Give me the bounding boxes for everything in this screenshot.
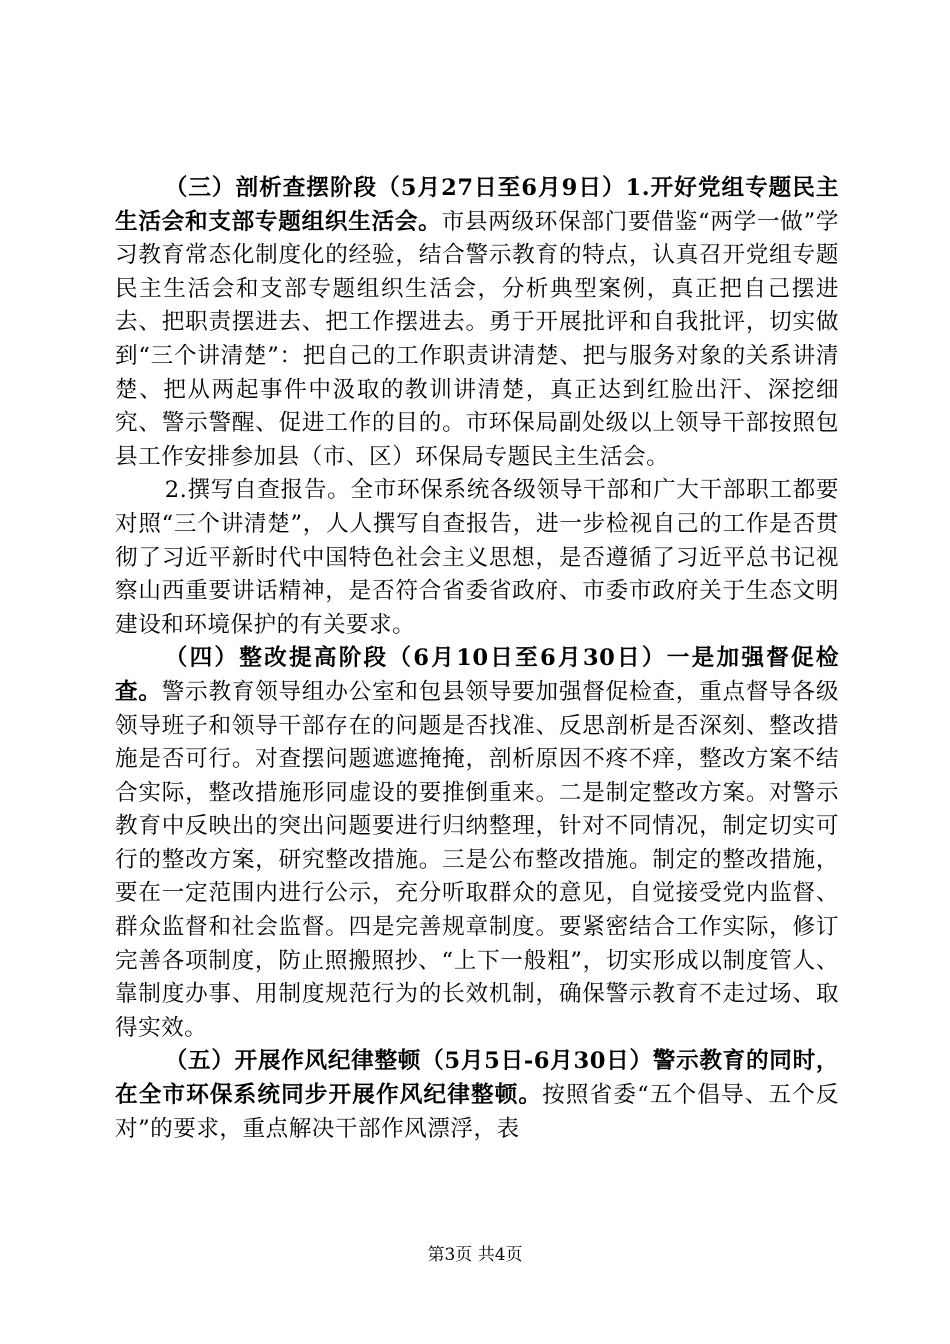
paragraph-stage-five — [115, 1045, 839, 1146]
paragraph-heading: （五）开展作风纪律整顿（5月5日-6月30日）警示教育的同时，在全市环保系统同步开展作风纪律整顿。 — [115, 1048, 839, 1109]
document-body — [115, 172, 839, 1146]
paragraph-text: 2.撰写自查报告。全市环保系统各级领导干部和广大干部职工都要对照“三个讲清楚”，人人撰写自查报告，进一步检视自己的工作是否贯彻了习近平新时代中国特色社会主义思想，是否遵循了习近平总书记视察山西重要讲话精神，是否符合省委省政府、市委市政府关于生态文明建设和环境保护的有关要求。 — [115, 477, 839, 638]
paragraph-text: 按照省委“五个倡导、五个反对”的要求，重点解决干部作风漂浮，表 — [115, 1082, 839, 1142]
paragraph-text: 市县两级环保部门要借鉴“两学一做”学习教育常态化制度化的经验，结合警示教育的特点，认真召开党组专题民主生活会和支部专题组织生活会，分析典型案例，真正把自己摆进去、把职责摆进去、把工作摆进去。勇于开展批评和自我批评，切实做到“三个讲清楚”：把自己的工作职责讲清楚、把与服务对象的关系讲清楚、把从两起事件中汲取的教训讲清楚，真正达到红脸出汗、深挖细究、警示警醒、促进工作的目的。市环保局副处级以上领导干部按照包县工作安排参加县（市、区）环保局专题民主生活会。 — [115, 208, 839, 470]
paragraph-heading: （三）剖析查摆阶段（5月27日至6月9日）1.开好党组专题民主生活会和支部专题组织生活会。 — [115, 175, 839, 235]
paragraph-self-report — [115, 474, 839, 642]
paragraph-stage-four — [115, 642, 839, 1045]
page-footer: 第3页 共4页 — [427, 1245, 523, 1265]
paragraph-heading: （四）整改提高阶段（6月10日至6月30日）一是加强督促检查。 — [115, 645, 839, 705]
paragraph-text: 警示教育领导组办公室和包县领导要加强督促检查，重点督导各级领导班子和领导干部存在的问题是否找准、反思剖析是否深刻、整改措施是否可行。对查摆问题遮遮掩掩，剖析原因不疼不痒，整改方案不结合实际，整改措施形同虚设的要推倒重来。二是制定整改方案。对警示教育中反映出的突出问题要进行归纳整理，针对不同情况，制定切实可行的整改方案，研究整改措施。三是公布整改措施。制定的整改措施，要在一定范围内进行公示，充分听取群众的意见，自觉接受党内监督、群众监督和社会监督。四是完善规章制度。要紧密结合工作实际，修订完善各项制度，防止照搬照抄、“上下一般粗”，切实形成以制度管人、靠制度办事、用制度规范行为的长效机制，确保警示教育不走过场、取得实效。 — [115, 678, 840, 1041]
paragraph-stage-three — [115, 172, 839, 474]
